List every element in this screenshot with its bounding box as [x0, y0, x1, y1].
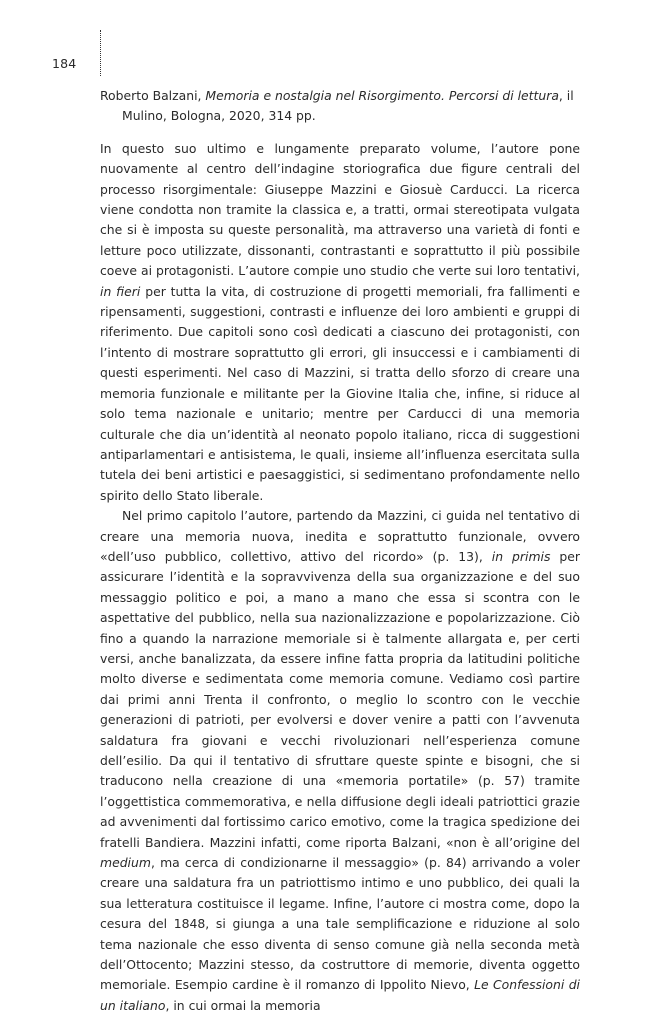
paragraph-1 [100, 139, 580, 506]
citation-publisher: , il Mulino, Bologna, 2020, 314 pp. [122, 88, 574, 124]
p1-text-a: In questo suo ultimo e lungamente preparato volume, l’autore pone nuovamente al centro dell’indagine storiografica due figure centrali del processo risorgimentale: Giuseppe Mazzini e Giosuè Carducci. La ricerca viene condotta non tramite la classica e, a tratti, ormai stereotipata vulgata che si è imposta su queste personalità, ma attraverso una varietà di fonti e letture poco utilizzate, dissonanti, contrastanti e soprattutto il più possibile coeve ai protagonisti. L’autore compie uno studio che verte sui loro tentativi, [100, 140, 580, 279]
p2-italic-a: in primis [491, 548, 551, 564]
book-citation [100, 86, 580, 127]
p2-text-a: Nel primo capitolo l’autore, partendo da Mazzini, ci guida nel tentativo di creare una memoria nuova, inedita e soprattutto funzionale, ovvero «dell’uso pubblico, collettivo, attivo del ricordo» (p. 13), [100, 508, 580, 564]
p2-italic-b: medium [100, 855, 151, 871]
p2-italic-c: Le Confessioni di un italiano [100, 977, 580, 1013]
citation-author: Roberto Balzani, [100, 88, 206, 103]
paragraph-2 [100, 506, 580, 1016]
p2-text-b: per assicurare l’identità e la sopravvivenza della sua organizzazione e del suo messaggio politico e poi, a mano a mano che essa si scontra con le aspettative del pubblico, nella sua nazionalizzazione e popolarizzazione. Ciò fino a quando la narrazione memoriale si è talmente allargata e, per certi versi, anche banalizzata, da essere infine fatta propria da latitudini politiche molto diverse e sedimentata come memoria comune. Vediamo così partire dai primi anni Trenta il confronto, o meglio lo scontro con le vecchie generazioni di patrioti, per evolversi e dover venire a patti con l’avvenuta saldatura fra giovani e vecchi rivoluzionari nell’esperienza comune dell’esilio. Da qui il tentativo di sfruttare queste spinte e bisogni, che si traducono nella creazione di una «memoria portatile» (p. 57) tramite l’oggettistica commemorativa, e nella diffusione degli ideali patriottici grazie ad avvenimenti dal fortissimo carico emotivo, come la tragica spedizione dei fratelli Bandiera. Mazzini infatti, come riporta Balzani, «non è all’origine del [100, 548, 580, 850]
review-body [100, 86, 580, 1016]
p2-text-d: , in cui ormai la memoria [165, 997, 321, 1013]
margin-rule [100, 30, 101, 76]
p2-text-c: , ma cerca di condizionarne il messaggio» (p. 84) arrivando a voler creare una saldatura fra un patriottismo intimo e uno pubblico, dei quali la sua letteratura costituisce il legame. Infine, l’autore ci mostra come, dopo la cesura del 1848, si giunga a una tale semplificazione e riduzione al solo tema nazionale che esso diventa di senso comune già nella seconda metà dell’Ottocento; Mazzini stesso, da costruttore di memorie, diventa oggetto memoriale. Esempio cardine è il romanzo di Ippolito Nievo, [100, 855, 580, 993]
p1-text-b: per tutta la vita, di costruzione di progetti memoriali, fra fallimenti e ripensamenti, suggestioni, contrasti e influenze dei loro ambienti e gruppi di riferimento. Due capitoli sono così dedicati a ciascuno dei protagonisti, con l’intento di mostrare soprattutto gli errori, gli insuccessi e i cambiamenti di questi esperimenti. Nel caso di Mazzini, si tratta dello sforzo di creare una memoria funzionale e militante per la Giovine Italia che, infine, si riduce al solo tema nazionale e unitario; mentre per Carducci di una memoria culturale che dia un’identità al neonato popolo italiano, ricca di suggestioni antiparlamentari e antisistema, le quali, insieme all’influenza esercitata sulla tutela dei beni artistici e paesaggistici, si sedimentano profondamente nello spirito dello Stato liberale. [100, 283, 580, 503]
p1-italic-a: in fieri [100, 283, 141, 299]
page-number: 184 [52, 56, 77, 71]
citation-title: Memoria e nostalgia nel Risorgimento. Percorsi di lettura [205, 88, 559, 103]
